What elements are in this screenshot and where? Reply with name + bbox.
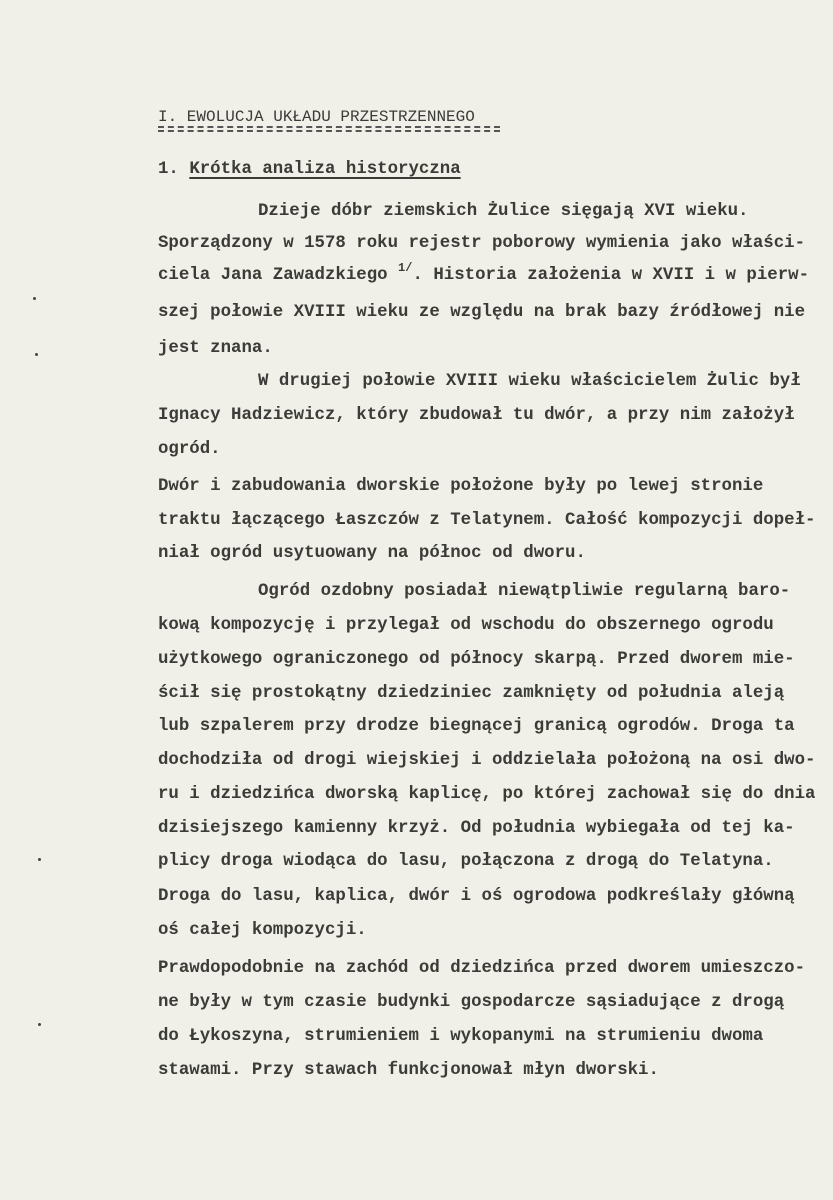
section-heading xyxy=(158,160,461,180)
text-line: Dwór i zabudowania dworskie położone były po lewej stronie xyxy=(158,477,764,496)
text-line: Prawdopodobnie na zachód od dziedzińca przed dworem umieszczo- xyxy=(158,959,806,978)
text-line: plicy droga wiodąca do lasu, połączona z drogą do Telatyna. xyxy=(158,852,774,871)
text-span: ciela Jana Zawadzkiego xyxy=(158,266,388,285)
text-line: użytkowego ograniczonego od północy skarpą. Przed dworem mie- xyxy=(158,650,795,669)
text-line: Ignacy Hadziewicz, który zbudował tu dwór, a przy nim założył xyxy=(158,406,795,425)
double-underline xyxy=(158,126,500,132)
text-line: Ogród ozdobny posiadał niewątpliwie regularną baro- xyxy=(258,582,791,601)
section-heading-text: Krótka analiza historyczna xyxy=(189,160,461,179)
margin-mark xyxy=(35,353,38,356)
text-span: . Historia założenia w XVII i w pierw- xyxy=(412,266,810,285)
text-line xyxy=(158,261,810,286)
text-line: szej połowie XVIII wieku ze względu na brak bazy źródłowej nie xyxy=(158,303,806,322)
text-line: dochodziła od drogi wiejskiej i oddzielała położoną na osi dwo- xyxy=(158,751,816,770)
text-line: dzisiejszego kamienny krzyż. Od południa wybiegała od tej ka- xyxy=(158,819,795,838)
margin-mark xyxy=(33,297,36,300)
text-line: traktu łączącego Łaszczów z Telatynem. Całość kompozycji dopeł- xyxy=(158,511,816,530)
text-line: ogród. xyxy=(158,440,221,459)
text-line: ru i dziedzińca dworską kaplicę, po której zachował się do dnia xyxy=(158,785,816,804)
text-line: stawami. Przy stawach funkcjonował młyn dworski. xyxy=(158,1061,659,1080)
margin-mark xyxy=(38,1023,41,1026)
margin-mark xyxy=(38,858,41,861)
text-line: do Łykoszyna, strumieniem i wykopanymi na strumieniu dwoma xyxy=(158,1027,764,1046)
text-line: oś całej kompozycji. xyxy=(158,921,367,940)
text-line: niał ogród usytuowany na północ od dworu. xyxy=(158,544,586,563)
text-line: kową kompozycję i przylegał od wschodu do obszernego ogrodu xyxy=(158,616,774,635)
text-line: Sporządzony w 1578 roku rejestr poborowy wymienia jako właści- xyxy=(158,234,806,253)
text-line: jest znana. xyxy=(158,339,273,358)
text-line: W drugiej połowie XVIII wieku właścicielem Żulic był xyxy=(258,372,801,391)
text-line: Droga do lasu, kaplica, dwór i oś ogrodowa podkreślały główną xyxy=(158,887,795,906)
text-line: Dzieje dóbr ziemskich Żulice sięgają XVI wieku. xyxy=(258,202,749,221)
text-line: ścił się prostokątny dziedziniec zamknięty od południa aleją xyxy=(158,684,785,703)
section-number: 1. xyxy=(158,160,179,179)
text-line: ne były w tym czasie budynki gospodarcze sąsiadujące z drogą xyxy=(158,993,785,1012)
text-line: lub szpalerem przy drodze biegnącej granicą ogrodów. Droga ta xyxy=(158,717,795,736)
footnote-reference: 1/ xyxy=(398,261,413,275)
chapter-title: I. EWOLUCJA UKŁADU PRZESTRZENNEGO xyxy=(158,108,475,126)
